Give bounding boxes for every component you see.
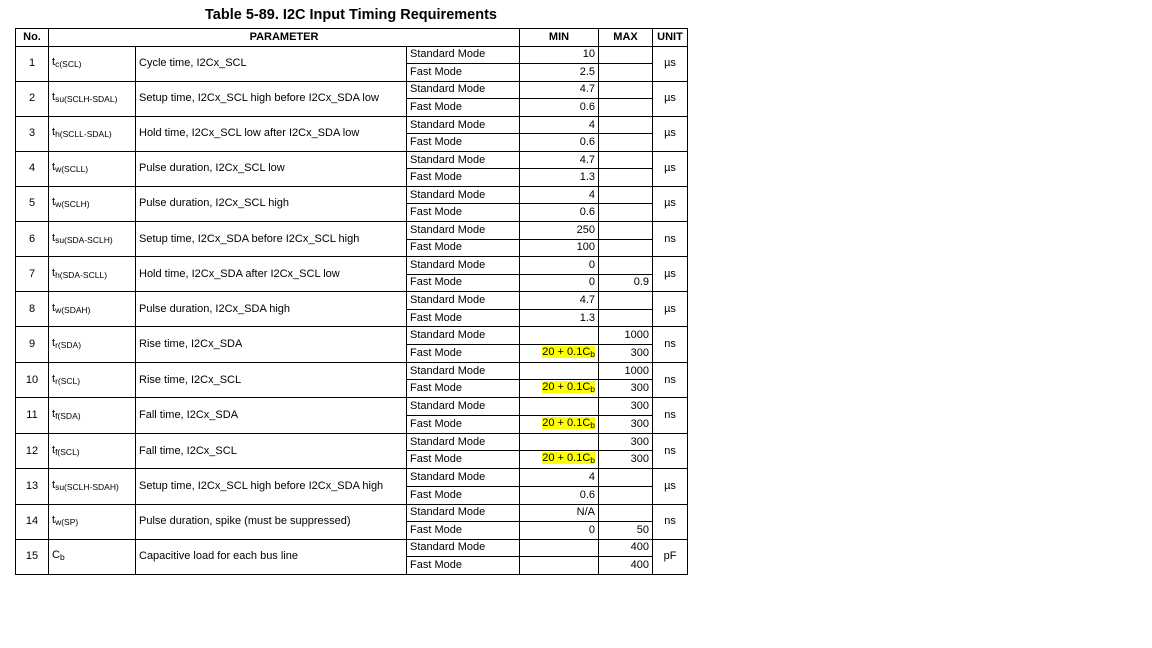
symbol-subscript: su(SCLH-SDAL)	[55, 94, 118, 105]
min-value: 4	[520, 116, 599, 134]
mode-label: Standard Mode	[407, 222, 520, 240]
max-value: 300	[599, 344, 653, 362]
min-value: 0.6	[520, 134, 599, 152]
min-value: 0.6	[520, 487, 599, 505]
max-value: 300	[599, 451, 653, 469]
min-value: 4.7	[520, 292, 599, 310]
min-value	[520, 415, 599, 433]
min-value	[520, 344, 599, 362]
unit-value: µs	[653, 292, 688, 327]
parameter-description: Rise time, I2Cx_SDA	[136, 327, 407, 363]
formula-text: 20 + 0.1C	[542, 381, 591, 394]
max-value	[599, 99, 653, 117]
mode-label: Fast Mode	[407, 204, 520, 222]
mode-label: Fast Mode	[407, 522, 520, 540]
mode-label: Standard Mode	[407, 46, 520, 64]
min-value	[520, 362, 599, 380]
mode-label: Fast Mode	[407, 380, 520, 398]
max-value: 300	[599, 415, 653, 433]
header-min: MIN	[520, 29, 599, 47]
min-value	[520, 327, 599, 345]
min-value	[520, 433, 599, 451]
symbol-base: t	[52, 126, 56, 139]
row-number: 10	[16, 362, 49, 398]
parameter-symbol	[49, 81, 136, 116]
formula-text: 20 + 0.1C	[542, 452, 591, 465]
parameter-description: Cycle time, I2Cx_SCL	[136, 46, 407, 81]
min-value: 0	[520, 257, 599, 275]
parameter-symbol	[49, 539, 136, 574]
symbol-base: t	[52, 301, 56, 314]
symbol-subscript: w(SP)	[55, 517, 79, 528]
parameter-symbol	[49, 433, 136, 469]
min-value	[520, 557, 599, 575]
min-value: 4	[520, 469, 599, 487]
max-value	[599, 239, 653, 257]
min-value: 0	[520, 274, 599, 292]
mode-label: Standard Mode	[407, 539, 520, 557]
unit-value: µs	[653, 469, 688, 504]
table-row	[16, 433, 688, 451]
table-row	[16, 362, 688, 380]
max-value	[599, 309, 653, 327]
max-value	[599, 46, 653, 64]
mode-label: Standard Mode	[407, 433, 520, 451]
max-value: 300	[599, 433, 653, 451]
unit-value: µs	[653, 257, 688, 292]
max-value: 300	[599, 380, 653, 398]
max-value	[599, 81, 653, 99]
unit-value: ns	[653, 327, 688, 363]
mode-label: Fast Mode	[407, 309, 520, 327]
mode-label: Standard Mode	[407, 504, 520, 522]
parameter-symbol	[49, 469, 136, 504]
table-row	[16, 327, 688, 345]
max-value	[599, 134, 653, 152]
parameter-description: Capacitive load for each bus line	[136, 539, 407, 574]
formula-subscript: b	[590, 455, 596, 466]
table-row	[16, 469, 688, 487]
max-value	[599, 257, 653, 275]
min-value: 250	[520, 222, 599, 240]
mode-label: Fast Mode	[407, 451, 520, 469]
mode-label: Fast Mode	[407, 557, 520, 575]
min-value: 4	[520, 186, 599, 204]
formula-text: 20 + 0.1C	[542, 345, 591, 358]
symbol-subscript: f(SDA)	[55, 411, 81, 422]
parameter-description: Pulse duration, I2Cx_SCL high	[136, 186, 407, 221]
max-value	[599, 116, 653, 134]
symbol-base: t	[52, 56, 56, 69]
table-row	[16, 257, 688, 275]
table-row	[16, 186, 688, 204]
symbol-subscript: b	[59, 552, 65, 563]
unit-value: µs	[653, 46, 688, 81]
row-number: 13	[16, 469, 49, 504]
header-no: No.	[16, 29, 49, 47]
row-number: 9	[16, 327, 49, 363]
header-unit: UNIT	[653, 29, 688, 47]
min-value	[520, 451, 599, 469]
row-number: 1	[16, 46, 49, 81]
parameter-description: Rise time, I2Cx_SCL	[136, 362, 407, 398]
min-value: 1.3	[520, 309, 599, 327]
row-number: 2	[16, 81, 49, 116]
parameter-description: Setup time, I2Cx_SCL high before I2Cx_SDA low	[136, 81, 407, 116]
table-row	[16, 539, 688, 557]
symbol-base: t	[52, 408, 56, 421]
symbol-subscript: w(SDAH)	[55, 304, 91, 315]
symbol-subscript: f(SCL)	[55, 446, 80, 457]
header-max: MAX	[599, 29, 653, 47]
parameter-symbol	[49, 257, 136, 292]
min-value: 4.7	[520, 151, 599, 169]
table-row	[16, 504, 688, 522]
unit-value: µs	[653, 81, 688, 116]
header-parameter: PARAMETER	[49, 29, 520, 47]
symbol-subscript: c(SCL)	[55, 59, 82, 70]
mode-label: Standard Mode	[407, 292, 520, 310]
mode-label: Fast Mode	[407, 134, 520, 152]
symbol-base: t	[52, 479, 56, 492]
row-number: 3	[16, 116, 49, 151]
min-value: N/A	[520, 504, 599, 522]
parameter-description: Setup time, I2Cx_SDA before I2Cx_SCL high	[136, 222, 407, 257]
max-value: 300	[599, 398, 653, 416]
max-value	[599, 222, 653, 240]
max-value	[599, 504, 653, 522]
parameter-symbol	[49, 46, 136, 81]
table-row	[16, 81, 688, 99]
table-caption: Table 5-89. I2C Input Timing Requirements	[205, 7, 497, 23]
symbol-base: t	[52, 196, 56, 209]
table-row	[16, 151, 688, 169]
symbol-subscript: r(SDA)	[55, 340, 82, 351]
row-number: 7	[16, 257, 49, 292]
symbol-subscript: w(SCLL)	[55, 164, 89, 175]
max-value	[599, 487, 653, 505]
max-value: 1000	[599, 327, 653, 345]
row-number: 6	[16, 222, 49, 257]
row-number: 15	[16, 539, 49, 574]
max-value	[599, 64, 653, 82]
min-value: 0	[520, 522, 599, 540]
unit-value: ns	[653, 433, 688, 469]
max-value: 0.9	[599, 274, 653, 292]
parameter-description: Pulse duration, spike (must be suppressed)	[136, 504, 407, 539]
parameter-symbol	[49, 504, 136, 539]
row-number: 14	[16, 504, 49, 539]
min-value	[520, 539, 599, 557]
formula-subscript: b	[590, 348, 596, 359]
mode-label: Fast Mode	[407, 274, 520, 292]
mode-label: Standard Mode	[407, 362, 520, 380]
min-value: 0.6	[520, 99, 599, 117]
header-row	[16, 29, 688, 47]
unit-value: µs	[653, 151, 688, 186]
parameter-description: Fall time, I2Cx_SCL	[136, 433, 407, 469]
table-body	[16, 46, 688, 574]
parameter-symbol	[49, 362, 136, 398]
unit-value: ns	[653, 504, 688, 539]
symbol-base: t	[52, 514, 56, 527]
min-value: 100	[520, 239, 599, 257]
max-value: 1000	[599, 362, 653, 380]
max-value	[599, 186, 653, 204]
max-value	[599, 204, 653, 222]
symbol-subscript: h(SCLL-SDAL)	[55, 129, 112, 140]
parameter-description: Pulse duration, I2Cx_SCL low	[136, 151, 407, 186]
table-row	[16, 222, 688, 240]
symbol-subscript: su(SDA-SCLH)	[55, 234, 113, 245]
symbol-base: C	[52, 549, 60, 562]
symbol-subscript: su(SCLH-SDAH)	[55, 482, 119, 493]
row-number: 8	[16, 292, 49, 327]
row-number: 12	[16, 433, 49, 469]
max-value	[599, 169, 653, 187]
formula-text: 20 + 0.1C	[542, 416, 591, 429]
parameter-description: Hold time, I2Cx_SCL low after I2Cx_SDA low	[136, 116, 407, 151]
symbol-subscript: w(SCLH)	[55, 199, 90, 210]
symbol-base: t	[52, 91, 56, 104]
mode-label: Fast Mode	[407, 64, 520, 82]
parameter-symbol	[49, 398, 136, 434]
mode-label: Standard Mode	[407, 186, 520, 204]
mode-label: Standard Mode	[407, 151, 520, 169]
unit-value: µs	[653, 116, 688, 151]
unit-value: µs	[653, 186, 688, 221]
mode-label: Fast Mode	[407, 169, 520, 187]
parameter-symbol	[49, 292, 136, 327]
unit-value: ns	[653, 222, 688, 257]
parameter-symbol	[49, 151, 136, 186]
parameter-symbol	[49, 186, 136, 221]
max-value	[599, 292, 653, 310]
max-value: 400	[599, 557, 653, 575]
mode-label: Fast Mode	[407, 239, 520, 257]
table-row	[16, 116, 688, 134]
min-value: 4.7	[520, 81, 599, 99]
parameter-description: Fall time, I2Cx_SDA	[136, 398, 407, 434]
formula-subscript: b	[590, 384, 596, 395]
parameter-description: Setup time, I2Cx_SCL high before I2Cx_SDA high	[136, 469, 407, 504]
parameter-symbol	[49, 327, 136, 363]
min-value: 0.6	[520, 204, 599, 222]
mode-label: Standard Mode	[407, 116, 520, 134]
unit-value: ns	[653, 398, 688, 434]
symbol-base: t	[52, 337, 56, 350]
symbol-base: t	[52, 443, 56, 456]
mode-label: Fast Mode	[407, 99, 520, 117]
min-value	[520, 380, 599, 398]
table-row	[16, 46, 688, 64]
max-value	[599, 151, 653, 169]
parameter-description: Pulse duration, I2Cx_SDA high	[136, 292, 407, 327]
highlighted-min-formula	[542, 381, 595, 393]
symbol-base: t	[52, 372, 56, 385]
mode-label: Standard Mode	[407, 327, 520, 345]
mode-label: Standard Mode	[407, 257, 520, 275]
symbol-base: t	[52, 161, 56, 174]
mode-label: Standard Mode	[407, 81, 520, 99]
mode-label: Fast Mode	[407, 415, 520, 433]
highlighted-min-formula	[542, 452, 595, 464]
max-value	[599, 469, 653, 487]
highlighted-min-formula	[542, 417, 595, 429]
highlighted-min-formula	[542, 346, 595, 358]
symbol-subscript: r(SCL)	[55, 375, 81, 386]
formula-subscript: b	[590, 419, 596, 430]
max-value: 400	[599, 539, 653, 557]
max-value: 50	[599, 522, 653, 540]
parameter-symbol	[49, 116, 136, 151]
i2c-timing-table	[15, 28, 688, 575]
unit-value: ns	[653, 362, 688, 398]
table-row	[16, 292, 688, 310]
row-number: 5	[16, 186, 49, 221]
symbol-subscript: h(SDA-SCLL)	[55, 269, 108, 280]
table-row	[16, 398, 688, 416]
parameter-description: Hold time, I2Cx_SDA after I2Cx_SCL low	[136, 257, 407, 292]
mode-label: Fast Mode	[407, 344, 520, 362]
row-number: 4	[16, 151, 49, 186]
unit-value: pF	[653, 539, 688, 574]
min-value	[520, 398, 599, 416]
parameter-symbol	[49, 222, 136, 257]
min-value: 2.5	[520, 64, 599, 82]
min-value: 1.3	[520, 169, 599, 187]
mode-label: Fast Mode	[407, 487, 520, 505]
symbol-base: t	[52, 231, 56, 244]
mode-label: Standard Mode	[407, 469, 520, 487]
min-value: 10	[520, 46, 599, 64]
symbol-base: t	[52, 266, 56, 279]
row-number: 11	[16, 398, 49, 434]
mode-label: Standard Mode	[407, 398, 520, 416]
